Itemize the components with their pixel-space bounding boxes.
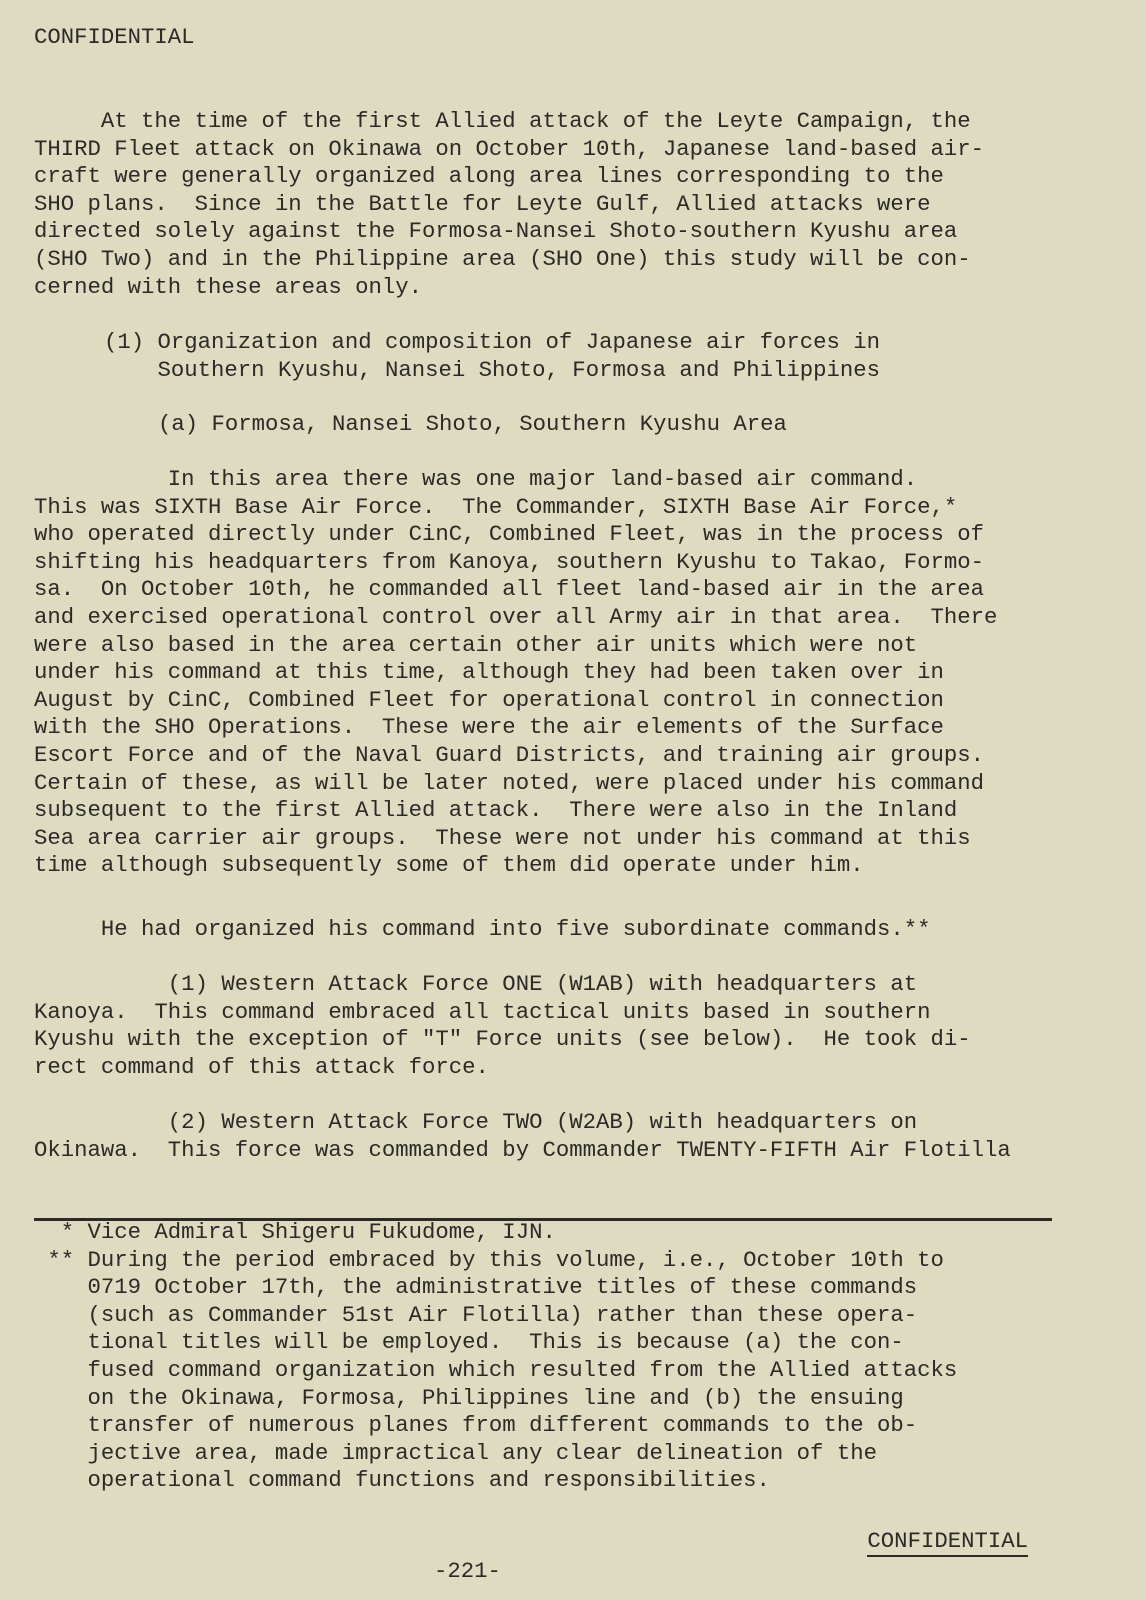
- text-line: (1) Western Attack Force ONE (W1AB) with headquarters at: [34, 971, 918, 997]
- page-number: -221-: [434, 1558, 501, 1584]
- western-attack-force-two-paragraph: [34, 1109, 1011, 1164]
- text-line: He had organized his command into five subordinate commands.**: [34, 916, 931, 942]
- text-line: time although subsequently some of them did operate under him.: [34, 852, 864, 879]
- footnote-line: jective area, made impractical any clear delineation of the: [34, 1439, 877, 1466]
- text-line: Southern Kyushu, Nansei Shoto, Formosa and Philippines: [104, 356, 881, 383]
- text-line: (1) Organization and composition of Japanese air forces in: [104, 329, 881, 355]
- text-line: SHO plans. Since in the Battle for Leyte Gulf, Allied attacks were: [34, 190, 931, 217]
- organized-paragraph: [34, 916, 930, 944]
- text-line: were also based in the area certain other air units which were not: [34, 631, 918, 658]
- text-line: This was SIXTH Base Air Force. The Commander, SIXTH Base Air Force,*: [34, 493, 958, 520]
- footnote-line: (such as Commander 51st Air Flotilla) rather than these opera-: [34, 1301, 918, 1328]
- text-line: Certain of these, as will be later noted, were placed under his command: [34, 769, 985, 796]
- footnote-line: ** During the period embraced by this volume, i.e., October 10th to: [34, 1246, 944, 1273]
- footnote-line: operational command functions and responsibilities.: [34, 1467, 770, 1494]
- footnotes: [34, 1219, 957, 1495]
- footnote-line: on the Okinawa, Formosa, Philippines line and (b) the ensuing: [34, 1384, 904, 1411]
- section-heading-1: [104, 329, 880, 384]
- text-line: sa. On October 10th, he commanded all fleet land-based air in the area: [34, 576, 985, 603]
- text-line: August by CinC, Combined Fleet for operational control in connection: [34, 686, 944, 713]
- footnote-line: * Vice Admiral Shigeru Fukudome, IJN.: [34, 1219, 556, 1245]
- text-line: and exercised operational control over all Army air in that area. There: [34, 603, 998, 630]
- area-paragraph: [34, 466, 997, 880]
- text-line: with the SHO Operations. These were the air elements of the Surface: [34, 714, 944, 741]
- text-line: Escort Force and of the Naval Guard Districts, and training air groups.: [34, 741, 985, 768]
- text-line: under his command at this time, although they had been taken over in: [34, 659, 944, 686]
- text-line: THIRD Fleet attack on Okinawa on October 10th, Japanese land-based air-: [34, 135, 985, 162]
- text-line: (SHO Two) and in the Philippine area (SHO One) this study will be con-: [34, 245, 971, 272]
- section-heading-1a: [158, 411, 787, 439]
- text-line: Kyushu with the exception of "T" Force units (see below). He took di-: [34, 1026, 971, 1053]
- text-line: (2) Western Attack Force TWO (W2AB) with headquarters on: [34, 1109, 918, 1135]
- footer-classification: CONFIDENTIAL: [867, 1529, 1028, 1557]
- text-line: Okinawa. This force was commanded by Commander TWENTY-FIFTH Air Flotilla: [34, 1136, 1011, 1163]
- intro-paragraph: [34, 108, 984, 301]
- text-line: subsequent to the first Allied attack. There were also in the Inland: [34, 797, 958, 824]
- footnote-line: 0719 October 17th, the administrative titles of these commands: [34, 1274, 918, 1301]
- text-line: who operated directly under CinC, Combined Fleet, was in the process of: [34, 521, 985, 548]
- text-line: rect command of this attack force.: [34, 1053, 489, 1080]
- header-classification-text: CONFIDENTIAL: [34, 24, 195, 50]
- text-line: cerned with these areas only.: [34, 273, 423, 300]
- footnote-line: fused command organization which resulted from the Allied attacks: [34, 1356, 958, 1383]
- footnote-line: tional titles will be employed. This is because (a) the con-: [34, 1329, 904, 1356]
- western-attack-force-one-paragraph: [34, 971, 971, 1081]
- text-line: directed solely against the Formosa-Nansei Shoto-southern Kyushu area: [34, 218, 958, 245]
- text-line: craft were generally organized along area lines corresponding to the: [34, 163, 944, 190]
- text-line: At the time of the first Allied attack of the Leyte Campaign, the: [34, 108, 971, 134]
- text-line: In this area there was one major land-based air command.: [34, 466, 918, 492]
- text-line: Sea area carrier air groups. These were not under his command at this: [34, 824, 971, 851]
- text-line: shifting his headquarters from Kanoya, southern Kyushu to Takao, Formo-: [34, 548, 985, 575]
- text-line: Kanoya. This command embraced all tactical units based in southern: [34, 998, 931, 1025]
- text-line: (a) Formosa, Nansei Shoto, Southern Kyushu Area: [158, 411, 787, 437]
- footnote-line: transfer of numerous planes from different commands to the ob-: [34, 1412, 918, 1439]
- header-classification: [34, 24, 195, 52]
